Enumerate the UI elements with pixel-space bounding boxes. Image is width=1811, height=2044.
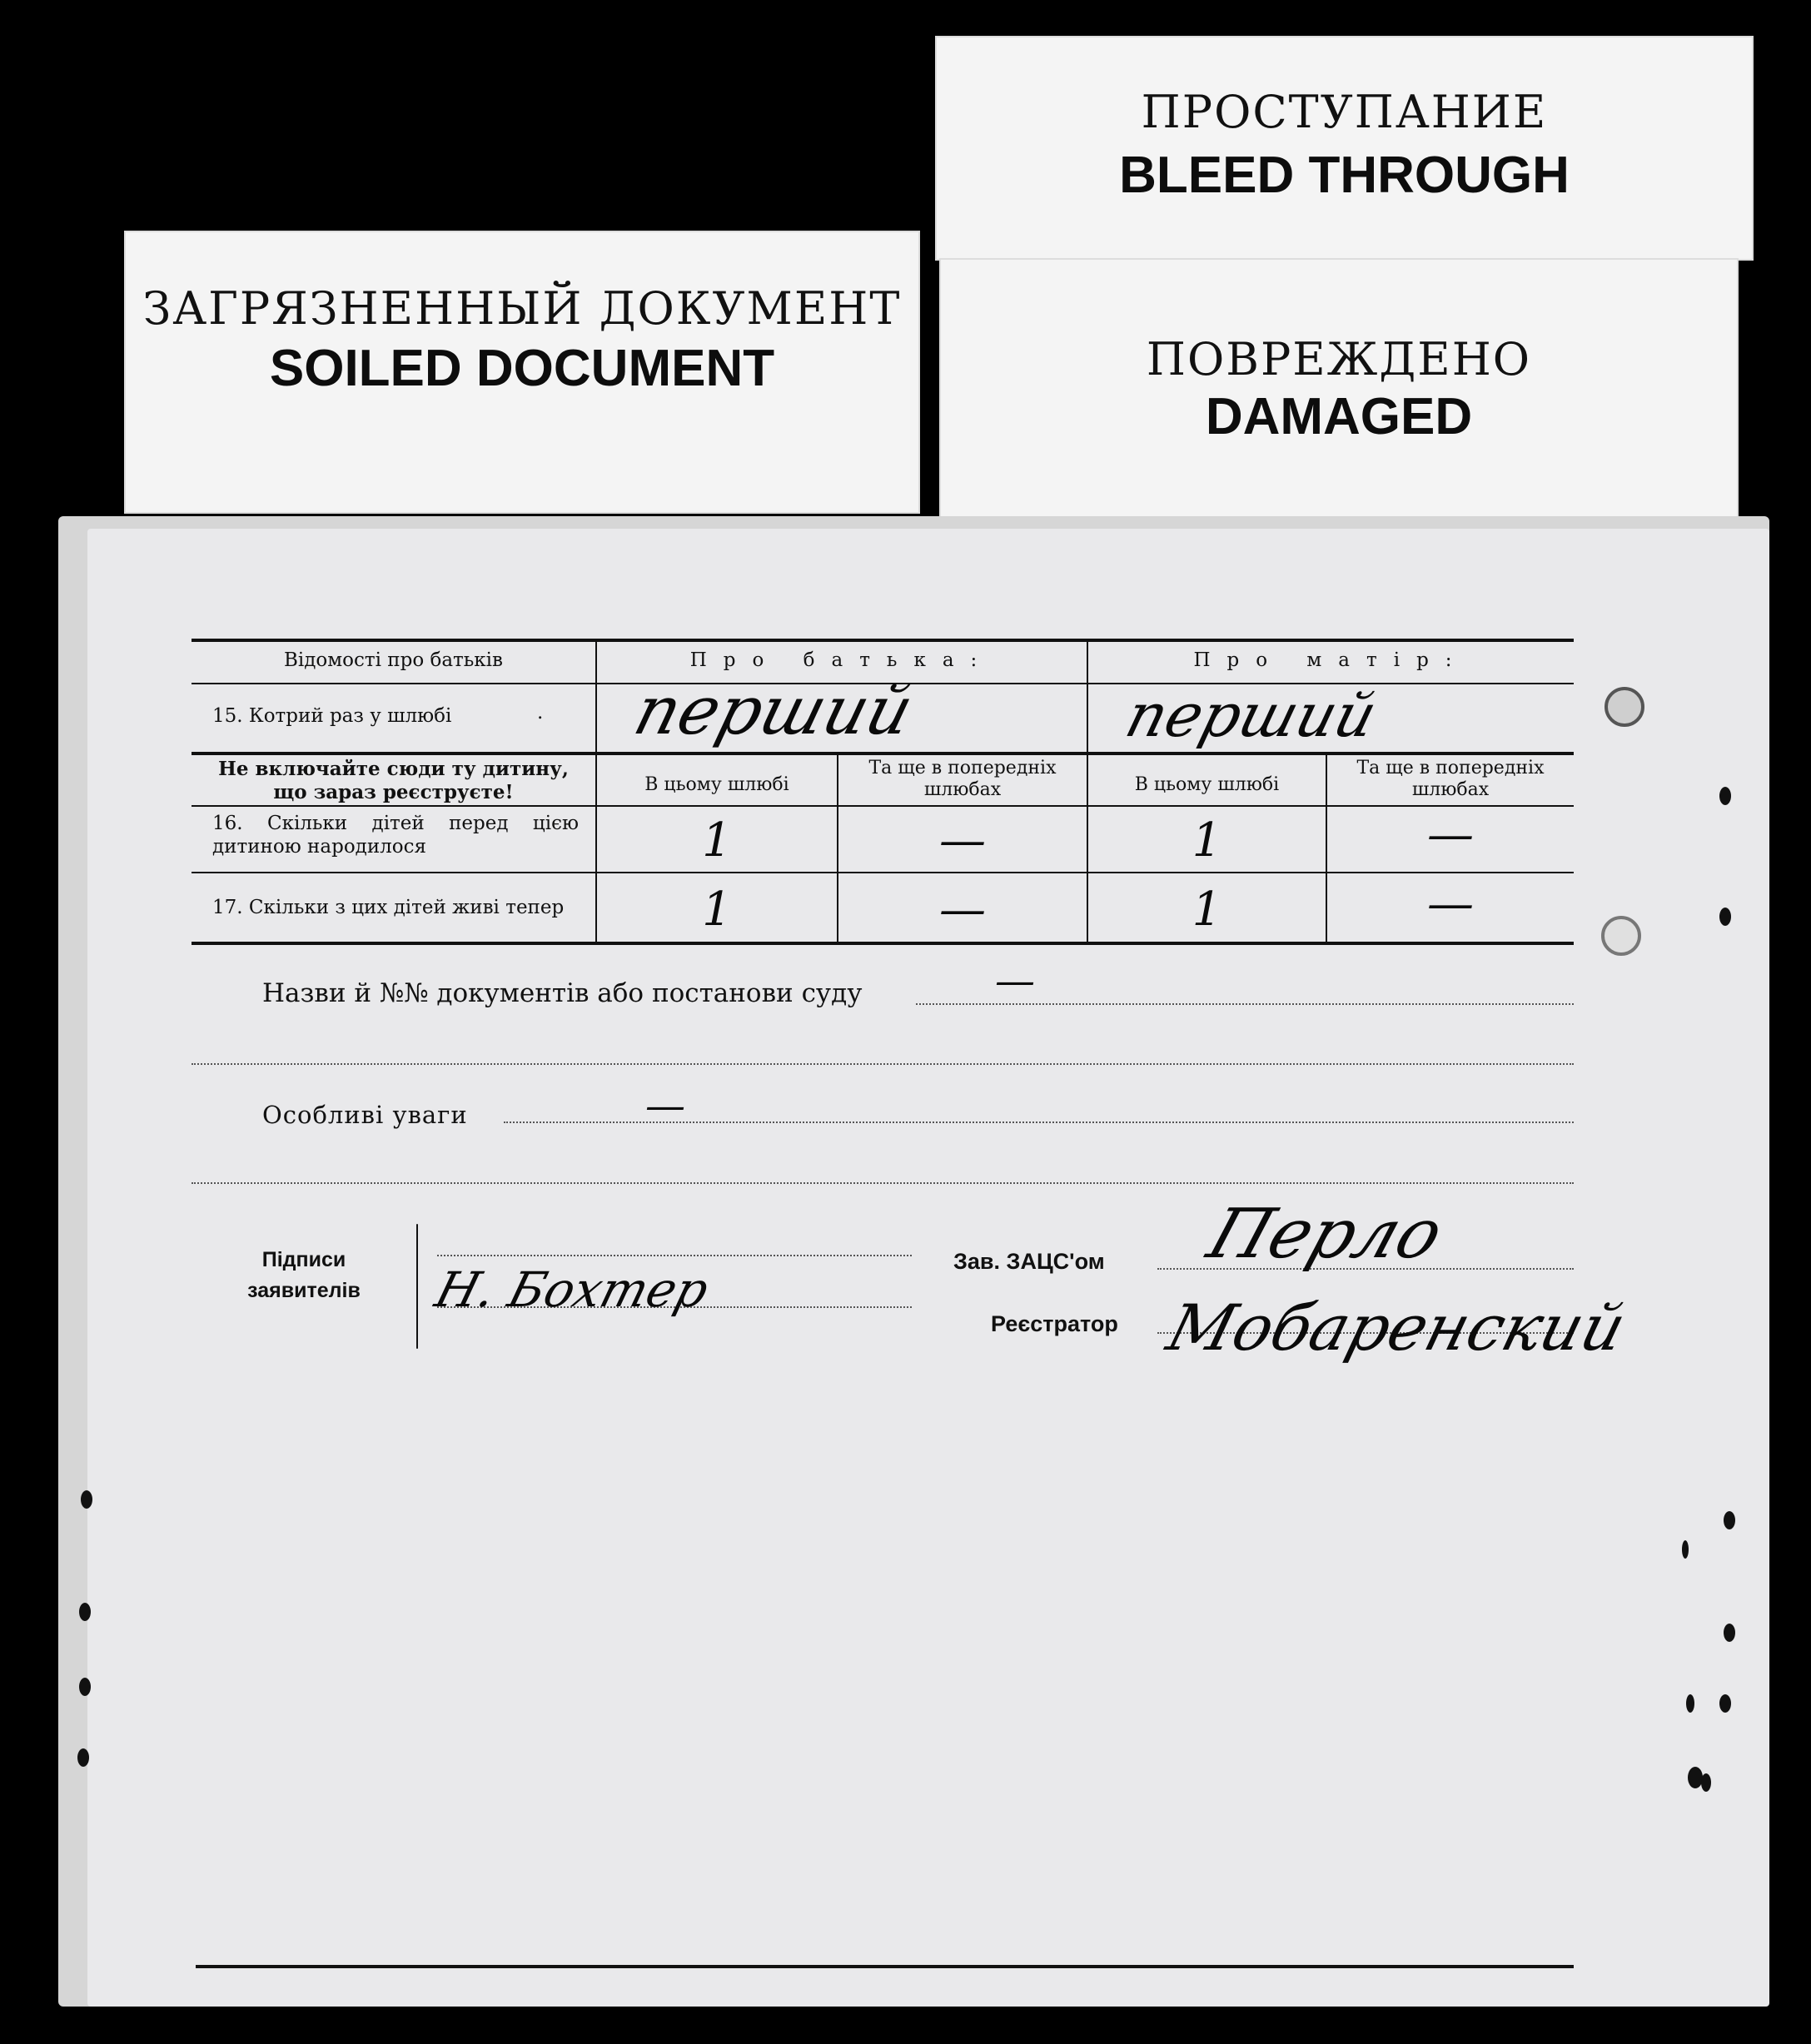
punch-hole [79, 1678, 91, 1696]
bleed-label-ru: ПРОСТУПАНИЕ [1141, 86, 1548, 138]
table-rule [192, 805, 1574, 807]
remarks-label: Особливі уваги [262, 1101, 468, 1129]
applicants-line [437, 1255, 912, 1256]
head-label: Зав. ЗАЦС'ом [953, 1249, 1105, 1274]
documents-line-2 [192, 1063, 1574, 1065]
punch-hole [1724, 1511, 1735, 1529]
remarks-value: — [645, 1082, 685, 1129]
row15-father-handwriting: перший [626, 672, 922, 749]
punch-hole [1719, 1694, 1731, 1713]
row16-father-prev: — [939, 813, 986, 868]
punch-hole [77, 1748, 89, 1767]
row16-mother-this: 1 [1192, 813, 1222, 868]
table-rule [192, 752, 1574, 755]
header-parents-info: Відомості про батьків [284, 649, 503, 671]
this-marriage-mother: В цьому шлюбі [1134, 774, 1280, 795]
punch-hole [81, 1490, 92, 1509]
applicants-label: Підписи заявителів [247, 1248, 361, 1302]
registrar-signature: Мобаренский [1160, 1291, 1634, 1365]
table-top-rule [192, 639, 1574, 642]
punch-ring [1605, 687, 1644, 727]
prev-marriages-father: Та ще в попередніх шлюбах [868, 758, 1057, 800]
soiled-label-en: SOILED DOCUMENT [269, 340, 775, 397]
bleed-through-card [935, 36, 1754, 261]
page-bottom-rule [196, 1965, 1574, 1968]
form-page [87, 529, 1769, 2007]
punch-hole [1682, 1540, 1689, 1559]
punch-hole [1719, 908, 1731, 926]
table-rule [192, 872, 1574, 873]
applicants-signature: Н. Бохтер [429, 1261, 715, 1318]
punch-hole [1701, 1773, 1711, 1792]
header-mother: Про матір: [1193, 649, 1469, 671]
row17-label: 17. Скільки з цих дітей живі тепер [212, 897, 565, 918]
row15-label: 15. Котрий раз у шлюбі [212, 705, 452, 727]
documents-label: Назви й №№ документів або постанови суду [262, 978, 863, 1008]
punch-hole [79, 1603, 91, 1621]
damaged-label-ru: ПОВРЕЖДЕНО [1146, 333, 1532, 385]
prev-marriages-mother: Та ще в попередніх шлюбах [1356, 758, 1545, 800]
this-marriage-father: В цьому шлюбі [644, 774, 789, 795]
punch-hole [1686, 1694, 1694, 1713]
punch-hole [1719, 787, 1731, 805]
bleed-label-en: BLEED THROUGH [1119, 147, 1570, 204]
row15-mother-handwriting: перший [1118, 680, 1385, 750]
damaged-card [939, 258, 1739, 529]
damaged-label-en: DAMAGED [1205, 388, 1473, 445]
table-bottom-rule [192, 942, 1574, 945]
header-father: Про батька: [689, 649, 994, 671]
row16-label: 16. Скільки дітей перед цією дитиною народилося [212, 813, 579, 858]
soiled-document-card [124, 231, 920, 514]
remarks-line-2 [192, 1182, 1574, 1184]
row17-father-this: 1 [702, 883, 732, 937]
exclude-child-note: Не включайте сюди ту дитину, що зараз реєструєте! [218, 758, 569, 803]
row17-father-prev: — [939, 883, 986, 937]
punch-ring [1601, 916, 1641, 956]
documents-value: — [995, 957, 1035, 1004]
row17-mother-this: 1 [1192, 883, 1222, 937]
punch-hole [1724, 1624, 1735, 1642]
soiled-label-ru: ЗАГРЯЗНЕННЫЙ ДОКУМЕНТ [142, 282, 902, 335]
registrar-label: Реєстратор [991, 1311, 1118, 1336]
head-signature: Перло [1198, 1195, 1453, 1274]
row16-mother-prev: — [1427, 808, 1474, 862]
row15-dot: . [537, 702, 544, 724]
row17-mother-prev: — [1427, 877, 1474, 931]
row16-father-this: 1 [702, 813, 732, 868]
applicants-brace [416, 1224, 418, 1349]
